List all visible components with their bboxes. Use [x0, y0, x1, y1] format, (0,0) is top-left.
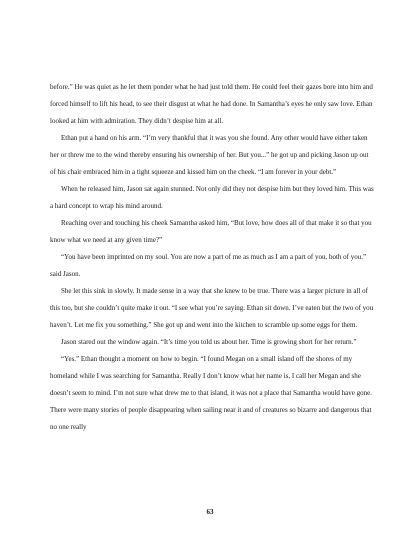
- body-text: [50, 79, 374, 436]
- paragraph: “You have been imprinted on my soul. You are now a part of me as much as I am a part of you, both of you.” said Jason.: [50, 253, 367, 278]
- paragraph: “Yes.” Ethan thought a moment on how to begin. “I found Megan on a small island off the shores of my homeland while I was searching for Samantha. Really I don’t know what her name is, I call her Megan and she doesn’t seem to mind. I’m not sure what drew me to that island, it was not a place that Samantha would have gone. There were many stories of people disappearing when sailing near it and of creatures so bizarre and dangerous that no one really: [50, 355, 372, 431]
- paragraph: Ethan put a hand on his arm. “I’m very thankful that it was you she found. Any other would have either taken her or threw me to the wind thereby ensuring his ownership of her. But you...” he got up and picking Jason up out of his chair embraced him in a tight squeeze and kissed him on the cheek. “I am forever in your debt.”: [50, 134, 369, 176]
- paragraph: Reaching over and touching his cheek Samantha asked him, “But love, how does all of that make it so that you know what we need at any given time?”: [50, 219, 372, 244]
- paragraph: before.” He was quiet as he let them ponder what he had just told them. He could feel their gazes bore into him and forced himself to lift his head, to see their disgust at what he had done. In Samantha’s eyes he only saw love. Ethan looked at him with admiration. They didn’t despise him at all.: [50, 83, 373, 125]
- paragraph: Jason stared out the window again. “It’s time you told us about her. Time is growing short for her return.”: [61, 338, 357, 346]
- paragraph: When he released him, Jason sat again stunned. Not only did they not despise him but they loved him. This was a hard concept to wrap his mind around.: [50, 185, 374, 210]
- paragraph: She let this sink in slowly. It made sense in a way that she knew to be true. There was a larger picture in all of this too, but she couldn’t quite make it out. “I see what you’re saying. Ethan sit down. I’ve eaten but the two of you haven’t. Let me fix you something.” She got up and went into the kitchen to scramble up some eggs for them.: [50, 287, 374, 329]
- page-number: 63: [206, 508, 214, 516]
